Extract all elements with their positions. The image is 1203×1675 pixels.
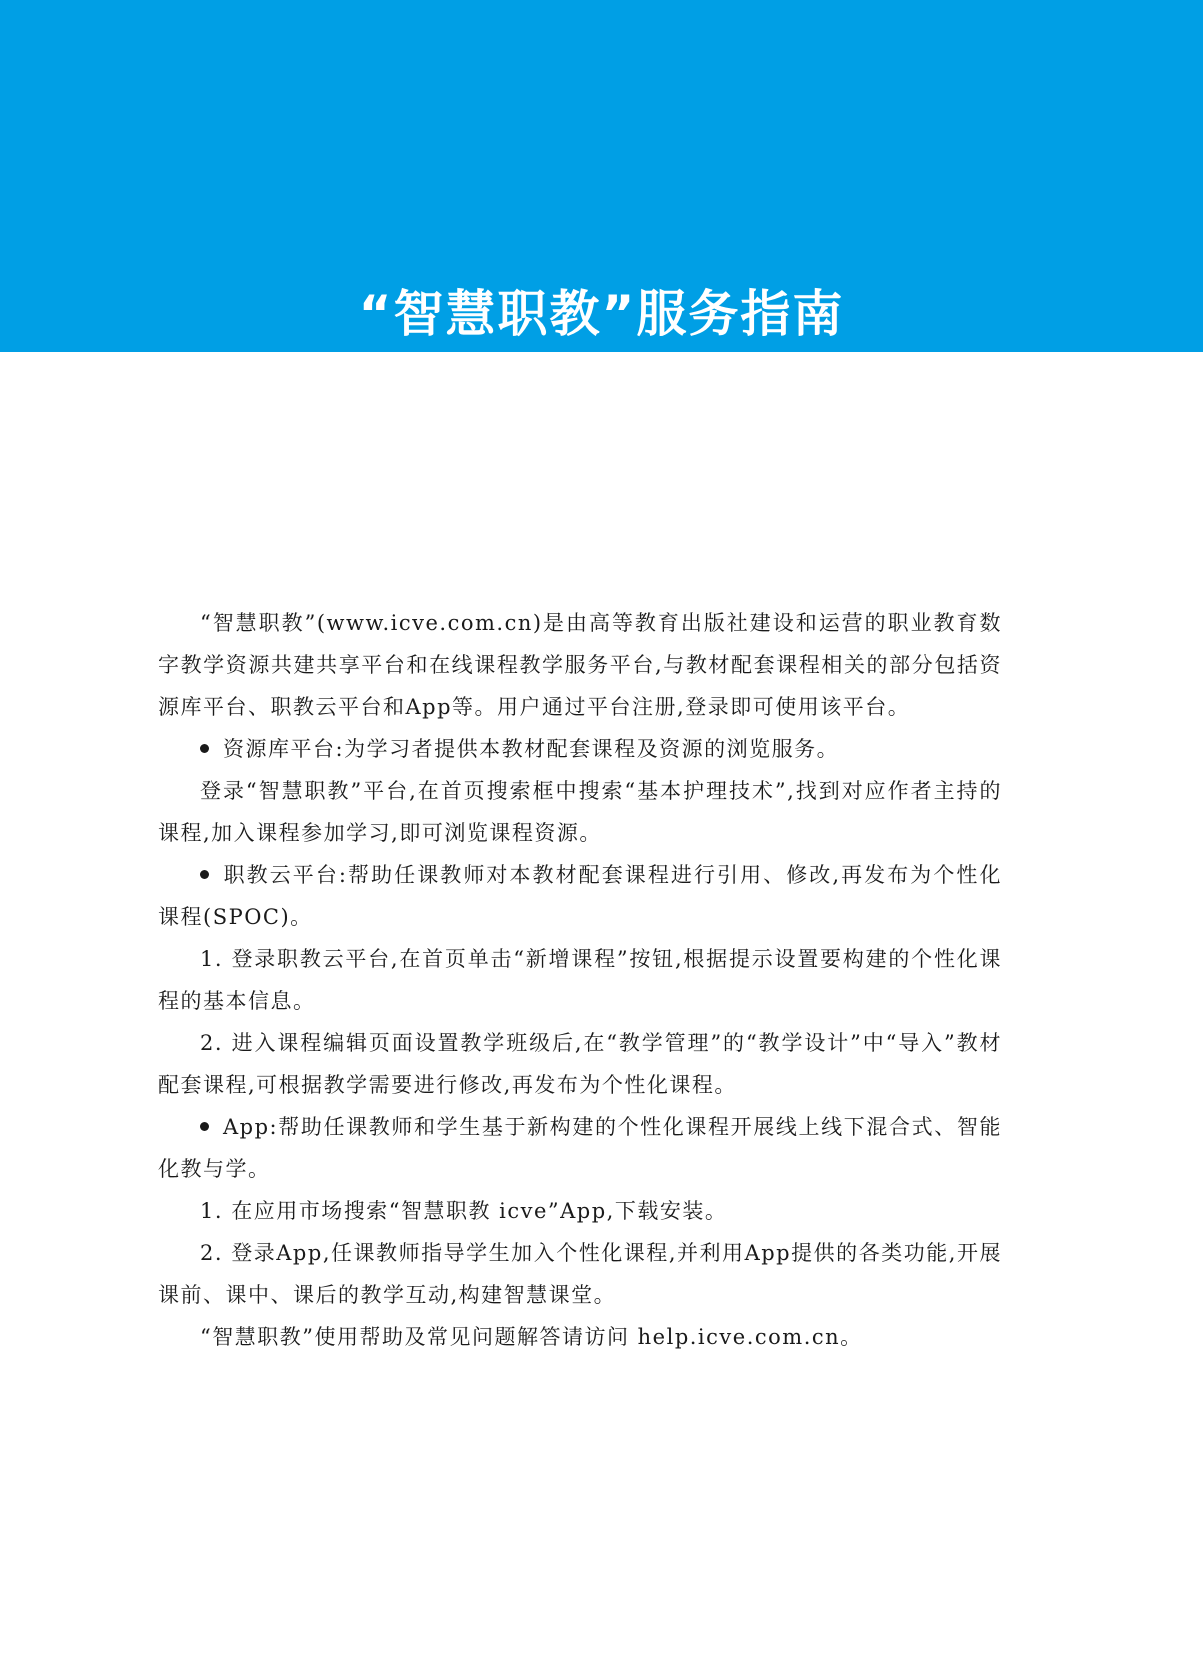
bullet-icon [200, 870, 209, 879]
help-paragraph [158, 1316, 1002, 1358]
paragraph-text: “智慧职教”(www.icve.com.cn)是由高等教育出版社建设和运营的职业教育数字教学资源共建共享平台和在线课程教学服务平台,与教材配套课程相关的部分包括资源库平台、职教云平台和App等。用户通过平台注册,登录即可使用该平台。 [158, 611, 1002, 719]
bullet-app [158, 1106, 1002, 1190]
bullet-vocational-cloud [158, 854, 1002, 938]
bullet-icon [200, 1122, 209, 1131]
bullet-resource-library [158, 728, 1002, 770]
paragraph-text: App:帮助任课教师和学生基于新构建的个性化课程开展线上线下混合式、智能化教与学。 [158, 1115, 1002, 1181]
intro-paragraph [158, 602, 1002, 728]
cloud-step-1 [158, 938, 1002, 1022]
paragraph-text: 登录“智慧职教”平台,在首页搜索框中搜索“基本护理技术”,找到对应作者主持的课程,加入课程参加学习,即可浏览课程资源。 [158, 779, 1002, 845]
header-banner [0, 0, 1203, 352]
paragraph-text: 职教云平台:帮助任课教师对本教材配套课程进行引用、修改,再发布为个性化课程(SPOC)。 [158, 863, 1002, 929]
paragraph-text: 资源库平台:为学习者提供本教材配套课程及资源的浏览服务。 [223, 737, 840, 761]
paragraph-text: “智慧职教”使用帮助及常见问题解答请访问 help.icve.com.cn。 [200, 1325, 863, 1349]
bullet-icon [200, 744, 209, 753]
app-step-2 [158, 1232, 1002, 1316]
cloud-step-2 [158, 1022, 1002, 1106]
guide-content [158, 602, 1002, 1358]
paragraph-text: 1. 在应用市场搜索“智慧职教 icve”App,下载安装。 [200, 1199, 728, 1223]
paragraph-text: 2. 进入课程编辑页面设置教学班级后,在“教学管理”的“教学设计”中“导入”教材配套课程,可根据教学需要进行修改,再发布为个性化课程。 [158, 1031, 1002, 1097]
resource-library-steps [158, 770, 1002, 854]
paragraph-text: 2. 登录App,任课教师指导学生加入个性化课程,并利用App提供的各类功能,开展课前、课中、课后的教学互动,构建智慧课堂。 [158, 1241, 1002, 1307]
app-step-1 [158, 1190, 1002, 1232]
page-title: “智慧职教”服务指南 [358, 285, 845, 343]
paragraph-text: 1. 登录职教云平台,在首页单击“新增课程”按钮,根据提示设置要构建的个性化课程的基本信息。 [158, 947, 1002, 1013]
